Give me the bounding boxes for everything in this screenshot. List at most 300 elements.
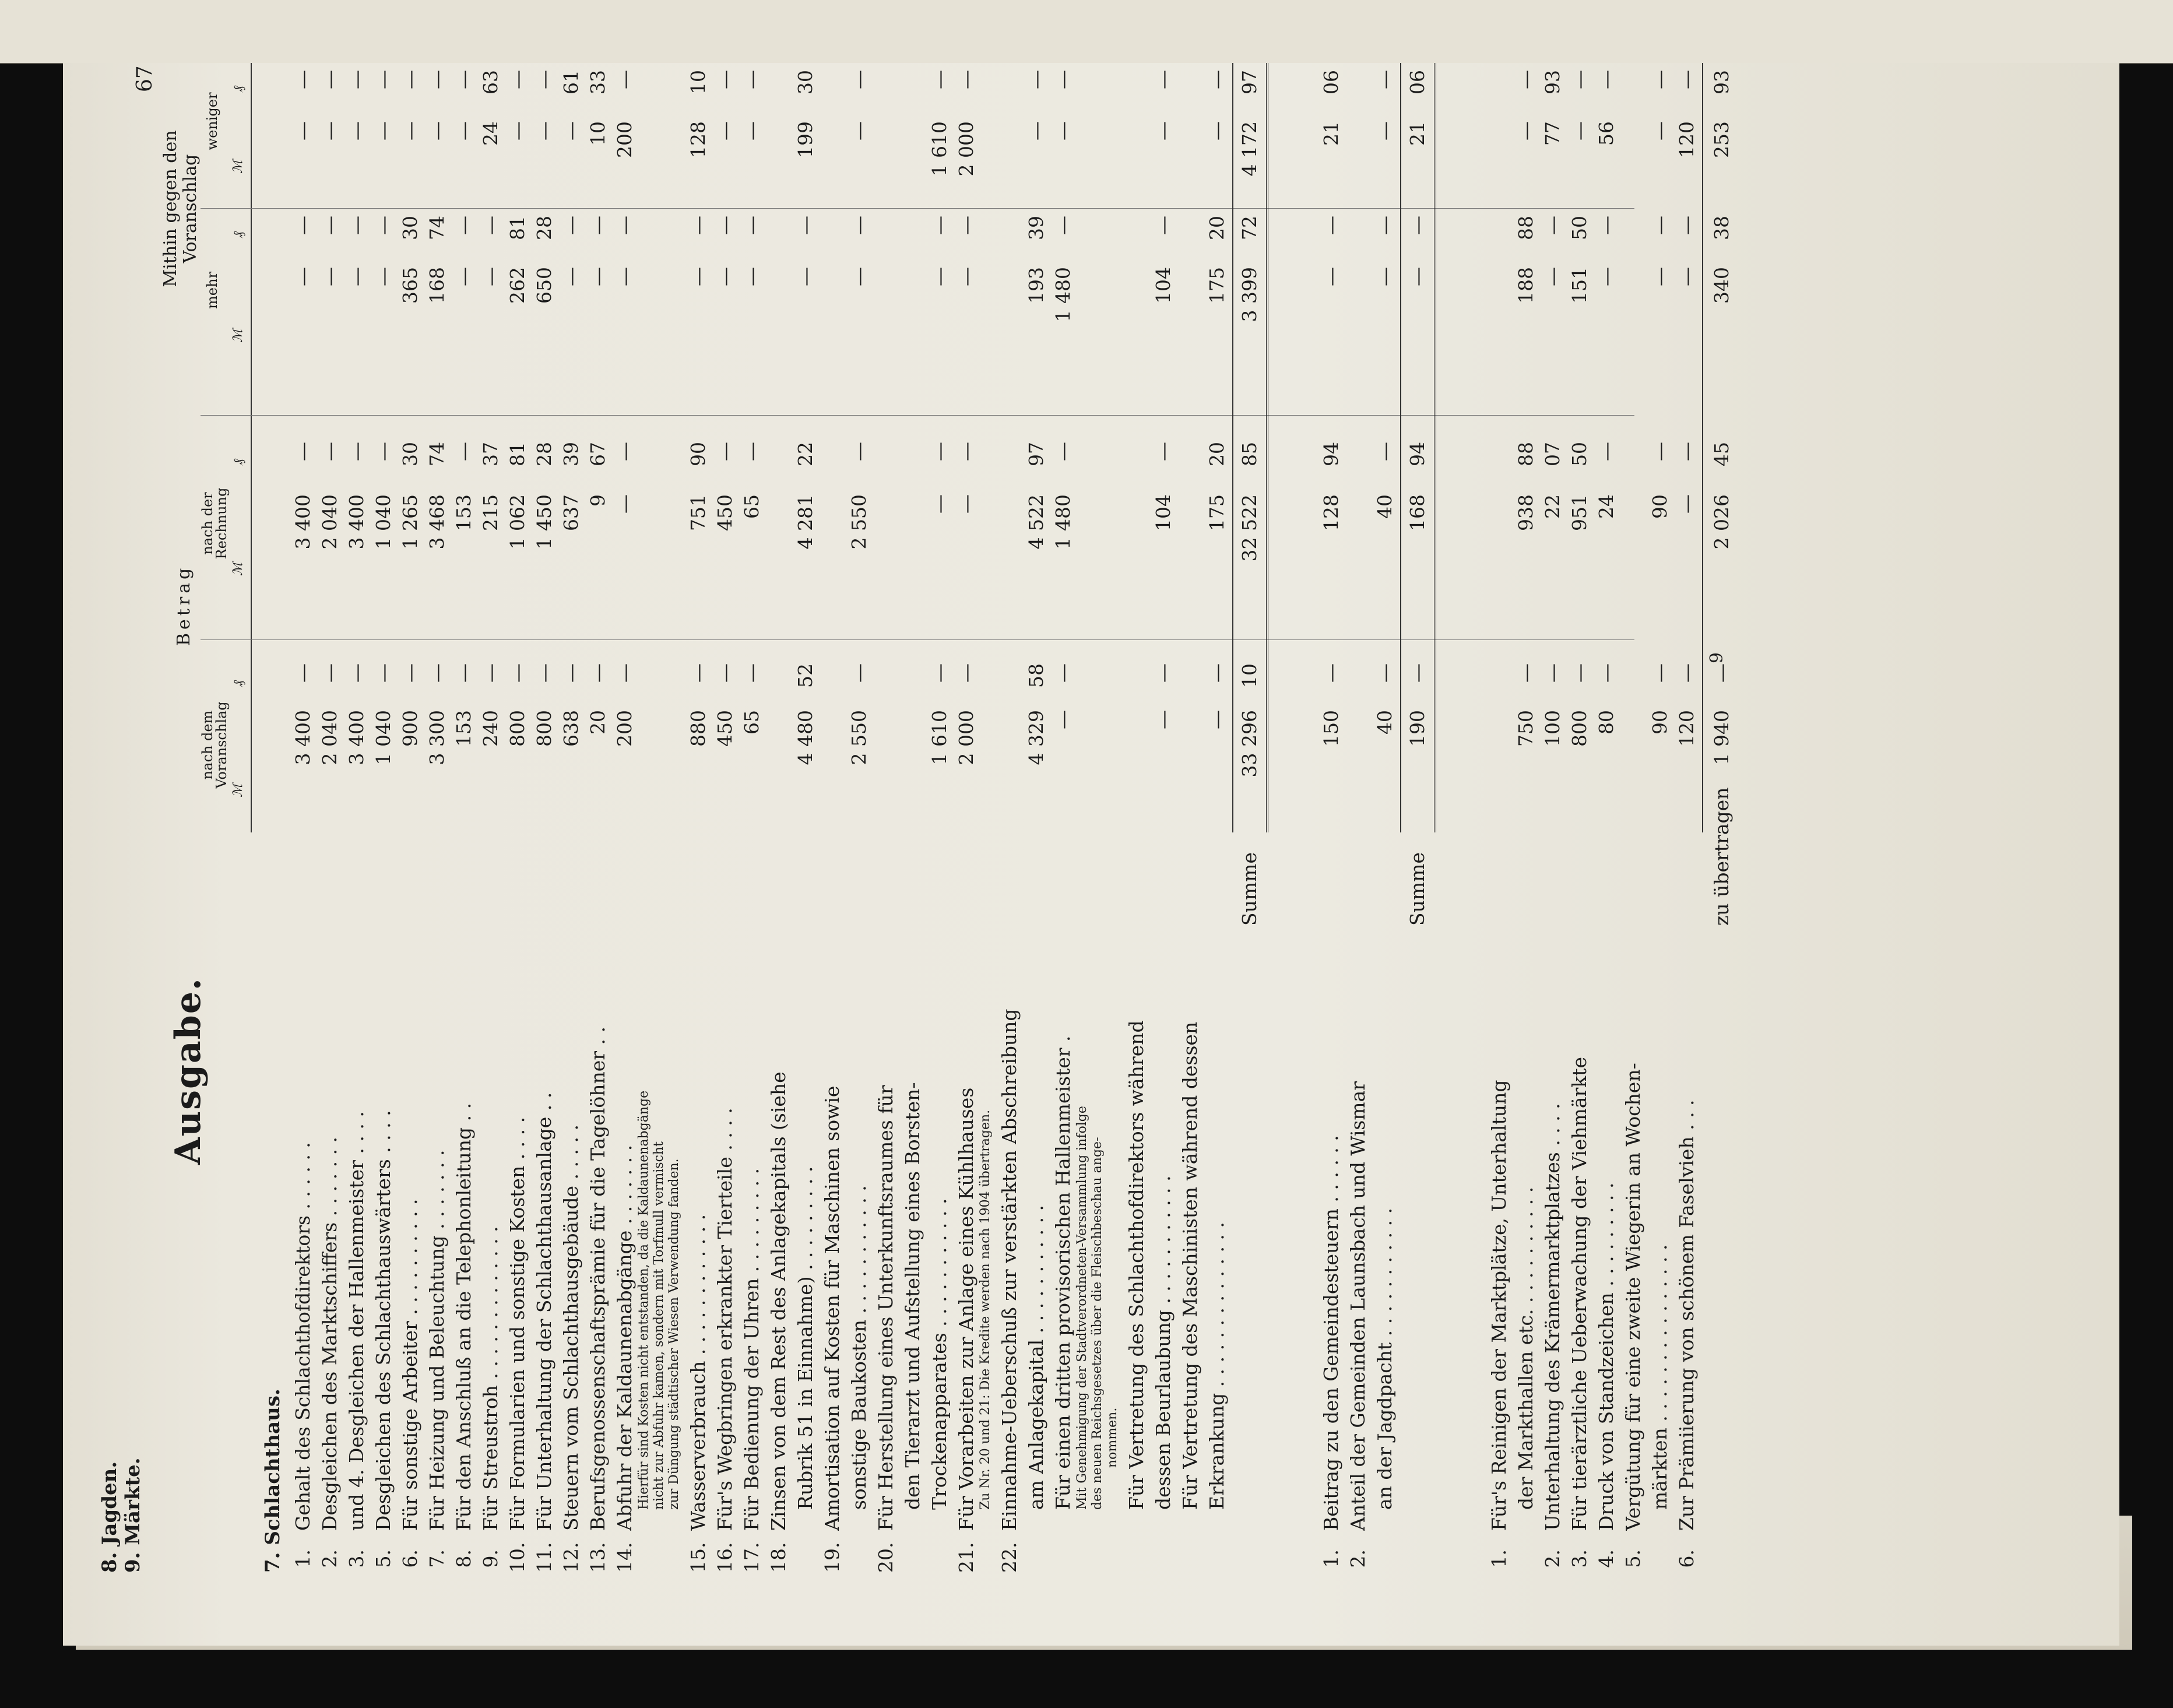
amount-p1: — <box>586 663 609 683</box>
amount-p3: — <box>1052 216 1074 235</box>
amount-p1: — <box>1710 663 1733 683</box>
amount-p2: — <box>613 442 636 461</box>
amount-v4: — <box>372 121 395 140</box>
amount-v1: 800 <box>506 710 529 747</box>
amount-v1: 200 <box>613 710 636 747</box>
amount-p2: 74 <box>426 442 448 466</box>
amount-v3: — <box>1595 267 1618 286</box>
amount-p2: 94 <box>1320 442 1342 466</box>
amount-p1: — <box>345 663 368 683</box>
amount-v1: 4 329 <box>1025 710 1047 765</box>
amount-p2: 94 <box>1406 442 1429 466</box>
amount-p2: 50 <box>1568 442 1591 466</box>
item-label: Für sonstige Arbeiter . . . . . . . . . . <box>399 1199 421 1531</box>
amount-v4: 10 <box>586 121 609 146</box>
table-row <box>1594 63 1619 1573</box>
table-row <box>1124 63 1149 1573</box>
amount-p3: 39 <box>1025 216 1047 240</box>
amount-v4: — <box>426 121 448 140</box>
amount-v4: — <box>740 121 763 140</box>
amount-p2: 85 <box>1238 442 1261 466</box>
amount-v1: 33 296 <box>1238 710 1261 778</box>
sum-row <box>1405 63 1430 1573</box>
item-label: Erkrankung . . . . . . . . . . . . . . <box>1205 1222 1228 1510</box>
amount-p1: — <box>1152 663 1175 683</box>
table-row <box>585 63 611 1573</box>
amount-p1: — <box>1052 663 1074 683</box>
footnote: nommen. <box>1105 1407 1120 1468</box>
item-number: 2. <box>318 1549 341 1568</box>
amount-v4: 1 610 <box>928 121 951 177</box>
amount-v2: 22 <box>1541 494 1564 519</box>
amount-p3: — <box>1152 216 1175 235</box>
amount-p2: — <box>1373 442 1396 461</box>
amount-v4: — <box>291 121 314 140</box>
table-row <box>900 63 926 1573</box>
amount-v3: 168 <box>426 267 448 304</box>
amount-p2: 90 <box>687 442 709 466</box>
table-row <box>317 63 343 1573</box>
unit-mark-3: ℳ <box>231 329 245 343</box>
amount-p3: 30 <box>399 216 421 240</box>
table-row <box>873 63 899 1573</box>
amount-p4: 61 <box>560 70 582 94</box>
amount-v2: 1 480 <box>1052 494 1074 550</box>
amount-p4: — <box>452 70 475 89</box>
unit-mark-4: ℳ <box>231 160 245 174</box>
amount-v2: — <box>1675 494 1698 514</box>
amount-p3: 38 <box>1710 216 1733 240</box>
header-weniger: weniger <box>204 92 220 150</box>
amount-p3: — <box>848 216 870 235</box>
item-number: 6. <box>1675 1549 1698 1568</box>
amount-v4: — <box>713 121 736 140</box>
item-label: Amortisation auf Kosten für Maschinen sowie <box>821 1085 843 1531</box>
amount-v3: — <box>613 267 636 286</box>
page-number: 9 <box>1707 652 1727 663</box>
amount-v2: 1 265 <box>399 494 421 550</box>
amount-p2: 67 <box>586 442 609 466</box>
amount-v3: 151 <box>1568 267 1591 304</box>
item-number: 4. <box>1595 1549 1618 1568</box>
item-number: 7. <box>426 1549 448 1568</box>
table-row <box>1177 63 1203 1573</box>
amount-p3: 20 <box>1205 216 1228 240</box>
item-label: Abfuhr der Kaldaunenabgänge . . . . . . . <box>613 1144 636 1531</box>
item-label: Für Vertretung des Maschinisten während dessen <box>1179 1021 1201 1510</box>
amount-p4: 30 <box>794 70 817 94</box>
amount-p1: — <box>479 663 502 683</box>
footnote: des neuen Reichsgesetzes über die Fleischbeschau ange- <box>1090 1137 1105 1510</box>
amount-p2: — <box>1595 442 1618 461</box>
amount-p1: — <box>848 663 870 683</box>
amount-p2: 45 <box>1710 442 1733 466</box>
amount-p4: 93 <box>1710 70 1733 94</box>
footnote: Mit Genehmigung der Stadtverordneten-Versammlung infolge <box>1075 1106 1089 1510</box>
amount-p1: — <box>560 663 582 683</box>
amount-p3: — <box>687 216 709 235</box>
amount-p3: — <box>928 216 951 235</box>
item-label: Beitrag zu den Gemeindesteuern . . . . . . <box>1320 1135 1342 1531</box>
amount-p1: — <box>1406 663 1429 683</box>
amount-v2: 751 <box>687 494 709 531</box>
folio-number: 67 <box>133 65 157 92</box>
item-number: 2. <box>1541 1549 1564 1568</box>
amount-p3: — <box>1595 216 1618 235</box>
amount-p1: — <box>713 663 736 683</box>
amount-v1: — <box>1152 710 1175 729</box>
item-number: 14. <box>613 1542 636 1573</box>
item-number: 5. <box>1622 1549 1644 1568</box>
amount-p2: 37 <box>479 442 502 466</box>
amount-p2: — <box>740 442 763 461</box>
amount-v4: — <box>848 121 870 140</box>
amount-p2: — <box>1648 442 1671 461</box>
item-label: Für Formularien und sonstige Kosten . . . . <box>506 1116 529 1531</box>
amount-p3: — <box>1320 216 1342 235</box>
amount-p1: — <box>1568 663 1591 683</box>
amount-p4: 97 <box>1238 70 1261 94</box>
amount-v1: 2 000 <box>955 710 978 765</box>
amount-v3: — <box>794 267 817 286</box>
table-row <box>1540 63 1566 1573</box>
table-row <box>1318 63 1344 1573</box>
table-row <box>685 63 711 1573</box>
amount-v1: 1 610 <box>928 710 951 765</box>
item-label: Für Unterhaltung der Schlachthausanlage . . <box>533 1092 555 1531</box>
item-number: 20. <box>874 1542 897 1573</box>
amount-p3: — <box>560 216 582 235</box>
amount-p1: — <box>928 663 951 683</box>
amount-v1: 3 400 <box>291 710 314 765</box>
amount-v4: — <box>399 121 421 140</box>
amount-v3: — <box>1320 267 1342 286</box>
amount-v3: — <box>713 267 736 286</box>
amount-p4: — <box>372 70 395 89</box>
amount-v2: 32 522 <box>1238 494 1261 562</box>
amount-p1: — <box>1320 663 1342 683</box>
amount-v3: 365 <box>399 267 421 304</box>
footnote: zur Düngung städtischer Wiesen Verwendung fanden. <box>667 1158 681 1510</box>
table-row <box>558 63 584 1573</box>
amount-p1: — <box>1205 663 1228 683</box>
amount-v1: 638 <box>560 710 582 747</box>
amount-p2: — <box>1052 442 1074 461</box>
header-betrag: Betrag <box>174 564 194 646</box>
sum-row <box>1709 63 1735 1573</box>
table-row <box>398 63 423 1573</box>
amount-p3: — <box>1675 216 1698 235</box>
item-label: Druck von Standzeichen . . . . . . . . . <box>1595 1182 1618 1531</box>
amount-v1: 2 550 <box>848 710 870 765</box>
amount-p3: — <box>318 216 341 235</box>
amount-p1: 52 <box>794 663 817 688</box>
amount-p1: — <box>426 663 448 683</box>
amount-p4: — <box>399 70 421 89</box>
item-label: sonstige Baukosten . . . . . . . . . . . <box>848 1185 870 1510</box>
amount-p1: — <box>1514 663 1537 683</box>
amount-p4: — <box>1052 70 1074 89</box>
item-number: 19. <box>821 1542 843 1573</box>
amount-p4: — <box>955 70 978 89</box>
amount-p4: — <box>426 70 448 89</box>
amount-p1: 10 <box>1238 663 1261 688</box>
amount-v3: — <box>848 267 870 286</box>
item-label: Für Bedienung der Uhren . . . . . . . . . <box>740 1168 763 1531</box>
amount-p2: 39 <box>560 442 582 466</box>
sum-label: Summe <box>1238 852 1261 926</box>
previous-page-strip <box>0 0 152 63</box>
table-row <box>793 63 818 1573</box>
amount-v2: 1 450 <box>533 494 555 550</box>
amount-p4: — <box>740 70 763 89</box>
amount-p2: 28 <box>533 442 555 466</box>
footnote: Zu Nr. 20 und 21: Die Kredite werden nach 1904 übertragen. <box>978 1109 993 1510</box>
amount-p4: — <box>318 70 341 89</box>
amount-v2: 9 <box>586 494 609 507</box>
amount-v1: 3 300 <box>426 710 448 765</box>
item-label: Trockenapparates . . . . . . . . . . . <box>928 1198 951 1510</box>
amount-v1: 1 040 <box>372 710 395 765</box>
amount-p3: — <box>794 216 817 235</box>
amount-v1: 150 <box>1320 710 1342 747</box>
amount-v1: 20 <box>586 710 609 734</box>
amount-p1: — <box>613 663 636 683</box>
amount-p1: — <box>318 663 341 683</box>
amount-p4: — <box>713 70 736 89</box>
sum-rule <box>1400 63 1401 832</box>
amount-v2: 3 400 <box>345 494 368 550</box>
amount-v4: 253 <box>1710 121 1733 158</box>
amount-v1: 190 <box>1406 710 1429 747</box>
amount-v2: 168 <box>1406 494 1429 531</box>
amount-v3: — <box>291 267 314 286</box>
amount-v1: 900 <box>399 710 421 747</box>
section-maerkte: 9. Märkte. <box>121 1457 145 1573</box>
amount-p4: — <box>1205 70 1228 89</box>
amount-v2: 951 <box>1568 494 1591 531</box>
amount-p4: — <box>345 70 368 89</box>
amount-v4: 2 000 <box>955 121 978 177</box>
table-row <box>1151 63 1176 1573</box>
amount-p2: — <box>452 442 475 461</box>
item-label: Steuern vom Schlachthausgebäude . . . . . <box>560 1124 582 1531</box>
amount-v4: 199 <box>794 121 817 158</box>
amount-v4: — <box>1152 121 1175 140</box>
table-row <box>344 63 370 1573</box>
amount-v1: 80 <box>1595 710 1618 734</box>
table-row <box>478 63 504 1573</box>
amount-p2: — <box>955 442 978 461</box>
header-voranschlag: nach dem Voranschlag <box>199 701 230 789</box>
amount-v1: 4 480 <box>794 710 817 765</box>
amount-v3: 188 <box>1514 267 1537 304</box>
amount-v2: 637 <box>560 494 582 531</box>
amount-v2: 128 <box>1320 494 1342 531</box>
amount-v1: 240 <box>479 710 502 747</box>
item-label: Für Herstellung eines Unterkunftsraumes für <box>874 1085 897 1531</box>
amount-v3: 340 <box>1710 267 1733 304</box>
amount-v2: 1 040 <box>372 494 395 550</box>
amount-v1: 40 <box>1373 710 1396 734</box>
item-label: der Markthallen etc. . . . . . . . . . . <box>1514 1186 1537 1510</box>
amount-v2: 175 <box>1205 494 1228 531</box>
amount-p1: — <box>533 663 555 683</box>
item-number: 2. <box>1346 1549 1369 1568</box>
amount-v3: — <box>928 267 951 286</box>
amount-p2: 81 <box>506 442 529 466</box>
amount-v4: — <box>1052 121 1074 140</box>
table-row <box>290 63 316 1573</box>
item-label: Für Vertretung des Schlachthofdirektors während <box>1125 1020 1148 1510</box>
item-number: 1. <box>1488 1549 1510 1568</box>
amount-v3: — <box>560 267 582 286</box>
header-rechnung: nach der Rechnung <box>199 487 230 560</box>
amount-v2: 2 040 <box>318 494 341 550</box>
amount-v2: 104 <box>1152 494 1175 531</box>
section-schlachthaus: 7. Schlachthaus. <box>261 1389 284 1573</box>
sum-rule <box>1702 63 1703 832</box>
amount-v1: 3 400 <box>345 710 368 765</box>
amount-v4: — <box>1373 121 1396 140</box>
amount-v3: 175 <box>1205 267 1228 304</box>
amount-p4: — <box>1675 70 1698 89</box>
amount-p2: — <box>291 442 314 461</box>
amount-p3: — <box>713 216 736 235</box>
amount-v1: 153 <box>452 710 475 747</box>
table-row <box>820 63 845 1573</box>
amount-v2: — <box>928 494 951 514</box>
item-label: Für Vorarbeiten zur Anlage eines Kühlhauses <box>955 1087 978 1531</box>
table-row <box>766 63 792 1573</box>
table-row <box>1647 63 1673 1573</box>
amount-v4: 56 <box>1595 121 1618 146</box>
amount-p2: 20 <box>1205 442 1228 466</box>
amount-p3: — <box>345 216 368 235</box>
amount-v3: — <box>687 267 709 286</box>
amount-p3: — <box>955 216 978 235</box>
amount-v3: — <box>1675 267 1698 286</box>
item-label: Unterhaltung des Krämermarktplatzes . . . . <box>1541 1103 1564 1531</box>
table-row <box>1050 63 1076 1573</box>
header-mehr: mehr <box>204 272 220 309</box>
amount-v4: — <box>1205 121 1228 140</box>
amount-p2: — <box>345 442 368 461</box>
item-number: 17. <box>740 1542 763 1573</box>
amount-v2: 2 550 <box>848 494 870 550</box>
amount-v4: 128 <box>687 121 709 158</box>
amount-v2: 4 281 <box>794 494 817 550</box>
amount-p3: — <box>586 216 609 235</box>
amount-v2: 3 400 <box>291 494 314 550</box>
amount-v3: — <box>345 267 368 286</box>
amount-p1: — <box>452 663 475 683</box>
sum-rule <box>1232 63 1233 832</box>
amount-v1: 65 <box>740 710 763 734</box>
amount-v2: 65 <box>740 494 763 519</box>
amount-p2: 22 <box>794 442 817 466</box>
amount-v1: 750 <box>1514 710 1537 747</box>
table-row <box>451 63 477 1573</box>
amount-p2: — <box>1152 442 1175 461</box>
table-row <box>532 63 557 1573</box>
amount-p2: 30 <box>399 442 421 466</box>
item-number: 13. <box>586 1542 609 1573</box>
amount-p2: — <box>713 442 736 461</box>
amount-p3: — <box>452 216 475 235</box>
item-label: an der Jagdpacht . . . . . . . . . . . <box>1373 1207 1396 1510</box>
amount-v1: 2 040 <box>318 710 341 765</box>
item-label: Für den Anschluß an die Telephonleitung . . <box>452 1102 475 1531</box>
amount-p4: 93 <box>1541 70 1564 94</box>
previous-page <box>0 0 2173 64</box>
amount-v4: — <box>452 121 475 140</box>
item-label: Desgleichen des Marktschiffers . . . . . . . <box>318 1136 341 1531</box>
amount-v2: 24 <box>1595 494 1618 519</box>
amount-v2: 153 <box>452 494 475 531</box>
table-row <box>505 63 530 1573</box>
item-number: 5. <box>372 1549 395 1568</box>
amount-p1: — <box>687 663 709 683</box>
table-row <box>954 63 979 1573</box>
item-label: Einnahme-Ueberschuß zur verstärkten Abschreibung <box>998 1008 1021 1531</box>
amount-p3: 74 <box>426 216 448 240</box>
amount-p1: — <box>1675 663 1698 683</box>
amount-v4: 77 <box>1541 121 1564 146</box>
item-number: 1. <box>1320 1549 1342 1568</box>
amount-v2: 3 468 <box>426 494 448 550</box>
amount-p1: — <box>372 663 395 683</box>
amount-p4: 63 <box>479 70 502 94</box>
amount-p2: — <box>372 442 395 461</box>
amount-v3: — <box>1648 267 1671 286</box>
amount-p4: — <box>848 70 870 89</box>
amount-p3: — <box>479 216 502 235</box>
amount-p4: 10 <box>687 70 709 94</box>
amount-p3: — <box>1541 216 1564 235</box>
item-number: 21. <box>955 1542 978 1573</box>
amount-p4: — <box>1373 70 1396 89</box>
unit-mark-1: ℳ <box>231 783 245 797</box>
amount-v3: — <box>1406 267 1429 286</box>
amount-p3: 72 <box>1238 216 1261 240</box>
amount-v4: — <box>1514 121 1537 140</box>
item-number: 9. <box>479 1549 502 1568</box>
amount-v4: — <box>533 121 555 140</box>
amount-v4: 24 <box>479 121 502 146</box>
item-number: 12. <box>560 1542 582 1573</box>
item-label: dessen Beurlaubung . . . . . . . . . . . <box>1152 1175 1175 1510</box>
item-label: märkten . . . . . . . . . . . . . . . <box>1648 1244 1671 1510</box>
table-row <box>927 63 952 1573</box>
amount-v3: — <box>452 267 475 286</box>
amount-v4: — <box>560 121 582 140</box>
table-row <box>1674 63 1700 1573</box>
amount-p4: — <box>506 70 529 89</box>
amount-v2: — <box>955 494 978 514</box>
item-label: Anteil der Gemeinden Launsbach und Wismar <box>1346 1081 1369 1531</box>
amount-p1: 58 <box>1025 663 1047 688</box>
table-row <box>371 63 396 1573</box>
amount-v4: 120 <box>1675 121 1698 158</box>
amount-v2: 2 026 <box>1710 494 1733 550</box>
amount-p1: — <box>740 663 763 683</box>
unit-pfennig-2: ₰ <box>231 459 246 465</box>
amount-p3: 28 <box>533 216 555 240</box>
table-row <box>1567 63 1592 1573</box>
amount-p4: — <box>533 70 555 89</box>
amount-v1: 800 <box>1568 710 1591 747</box>
